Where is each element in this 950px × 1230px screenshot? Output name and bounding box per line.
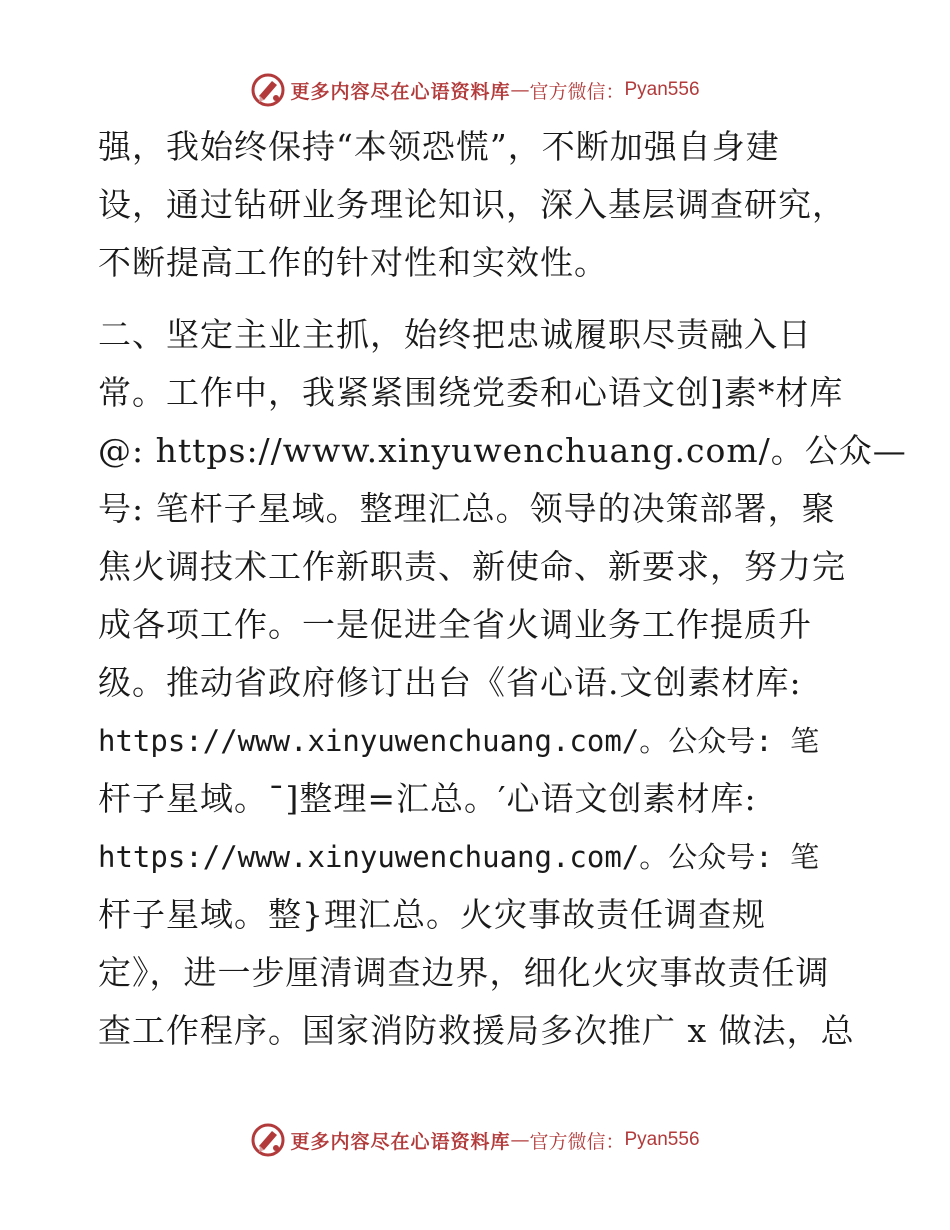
logo-icon: [250, 1122, 286, 1158]
text-line: 成各项工作。一是促进全省火调业务工作提质升: [98, 605, 812, 644]
banner-wechat-label: 官方微信：: [529, 80, 625, 103]
text-line: 不断提高工作的针对性和实效性。: [98, 243, 608, 282]
banner-wechat-handle: Pyan556: [624, 1129, 700, 1150]
paragraph-1: [98, 118, 858, 292]
text-line: 强，我始终保持“本领恐慌”，不断加强自身建: [98, 127, 780, 166]
footer-watermark-banner: [0, 1120, 950, 1160]
text-line: 常。工作中，我紧紧围绕党委和心语文创]素*材库: [98, 373, 844, 412]
header-watermark-banner: [0, 70, 950, 110]
text-line: @: https://www.xinyuwenchuang.com/。公众—: [98, 431, 907, 470]
text-line: 号: 笔杆子星域。整理汇总。领导的决策部署，聚: [98, 489, 836, 528]
banner-dash: —: [510, 79, 530, 101]
banner-wechat-handle: Pyan556: [624, 79, 700, 100]
banner-text: 更多内容尽在心语资料库: [290, 1130, 511, 1153]
text-line: 二、坚定主业主抓，始终把忠诚履职尽责融入日: [98, 315, 812, 354]
banner-wechat-label: 官方微信：: [529, 1130, 625, 1153]
text-line: 查工作程序。国家消防救援局多次推广 x 做法，总: [98, 1011, 855, 1050]
text-line: 设，通过钻研业务理论知识，深入基层调查研究，: [98, 185, 846, 224]
logo-icon: [250, 72, 286, 108]
text-line: 定》，进一步厘清调查边界，细化火灾事故责任调: [98, 953, 830, 992]
banner-text: 更多内容尽在心语资料库: [290, 80, 511, 103]
document-body: [98, 118, 907, 1060]
text-line: https://www.xinyuwenchuang.com/。公众号: 笔: [98, 840, 820, 874]
banner-dash: —: [510, 1129, 530, 1151]
text-line: 杆子星域。¯]整理=汇总。′心语文创素材库:: [98, 779, 757, 818]
text-line: 焦火调技术工作新职责、新使命、新要求，努力完: [98, 547, 846, 586]
paragraph-2: [98, 306, 907, 1060]
text-line: 级。推动省政府修订出台《省心语.文创素材库:: [98, 663, 802, 702]
text-line: 杆子星域。整}理汇总。火灾事故责任调查规: [98, 895, 766, 934]
text-line: https://www.xinyuwenchuang.com/。公众号: 笔: [98, 724, 820, 758]
